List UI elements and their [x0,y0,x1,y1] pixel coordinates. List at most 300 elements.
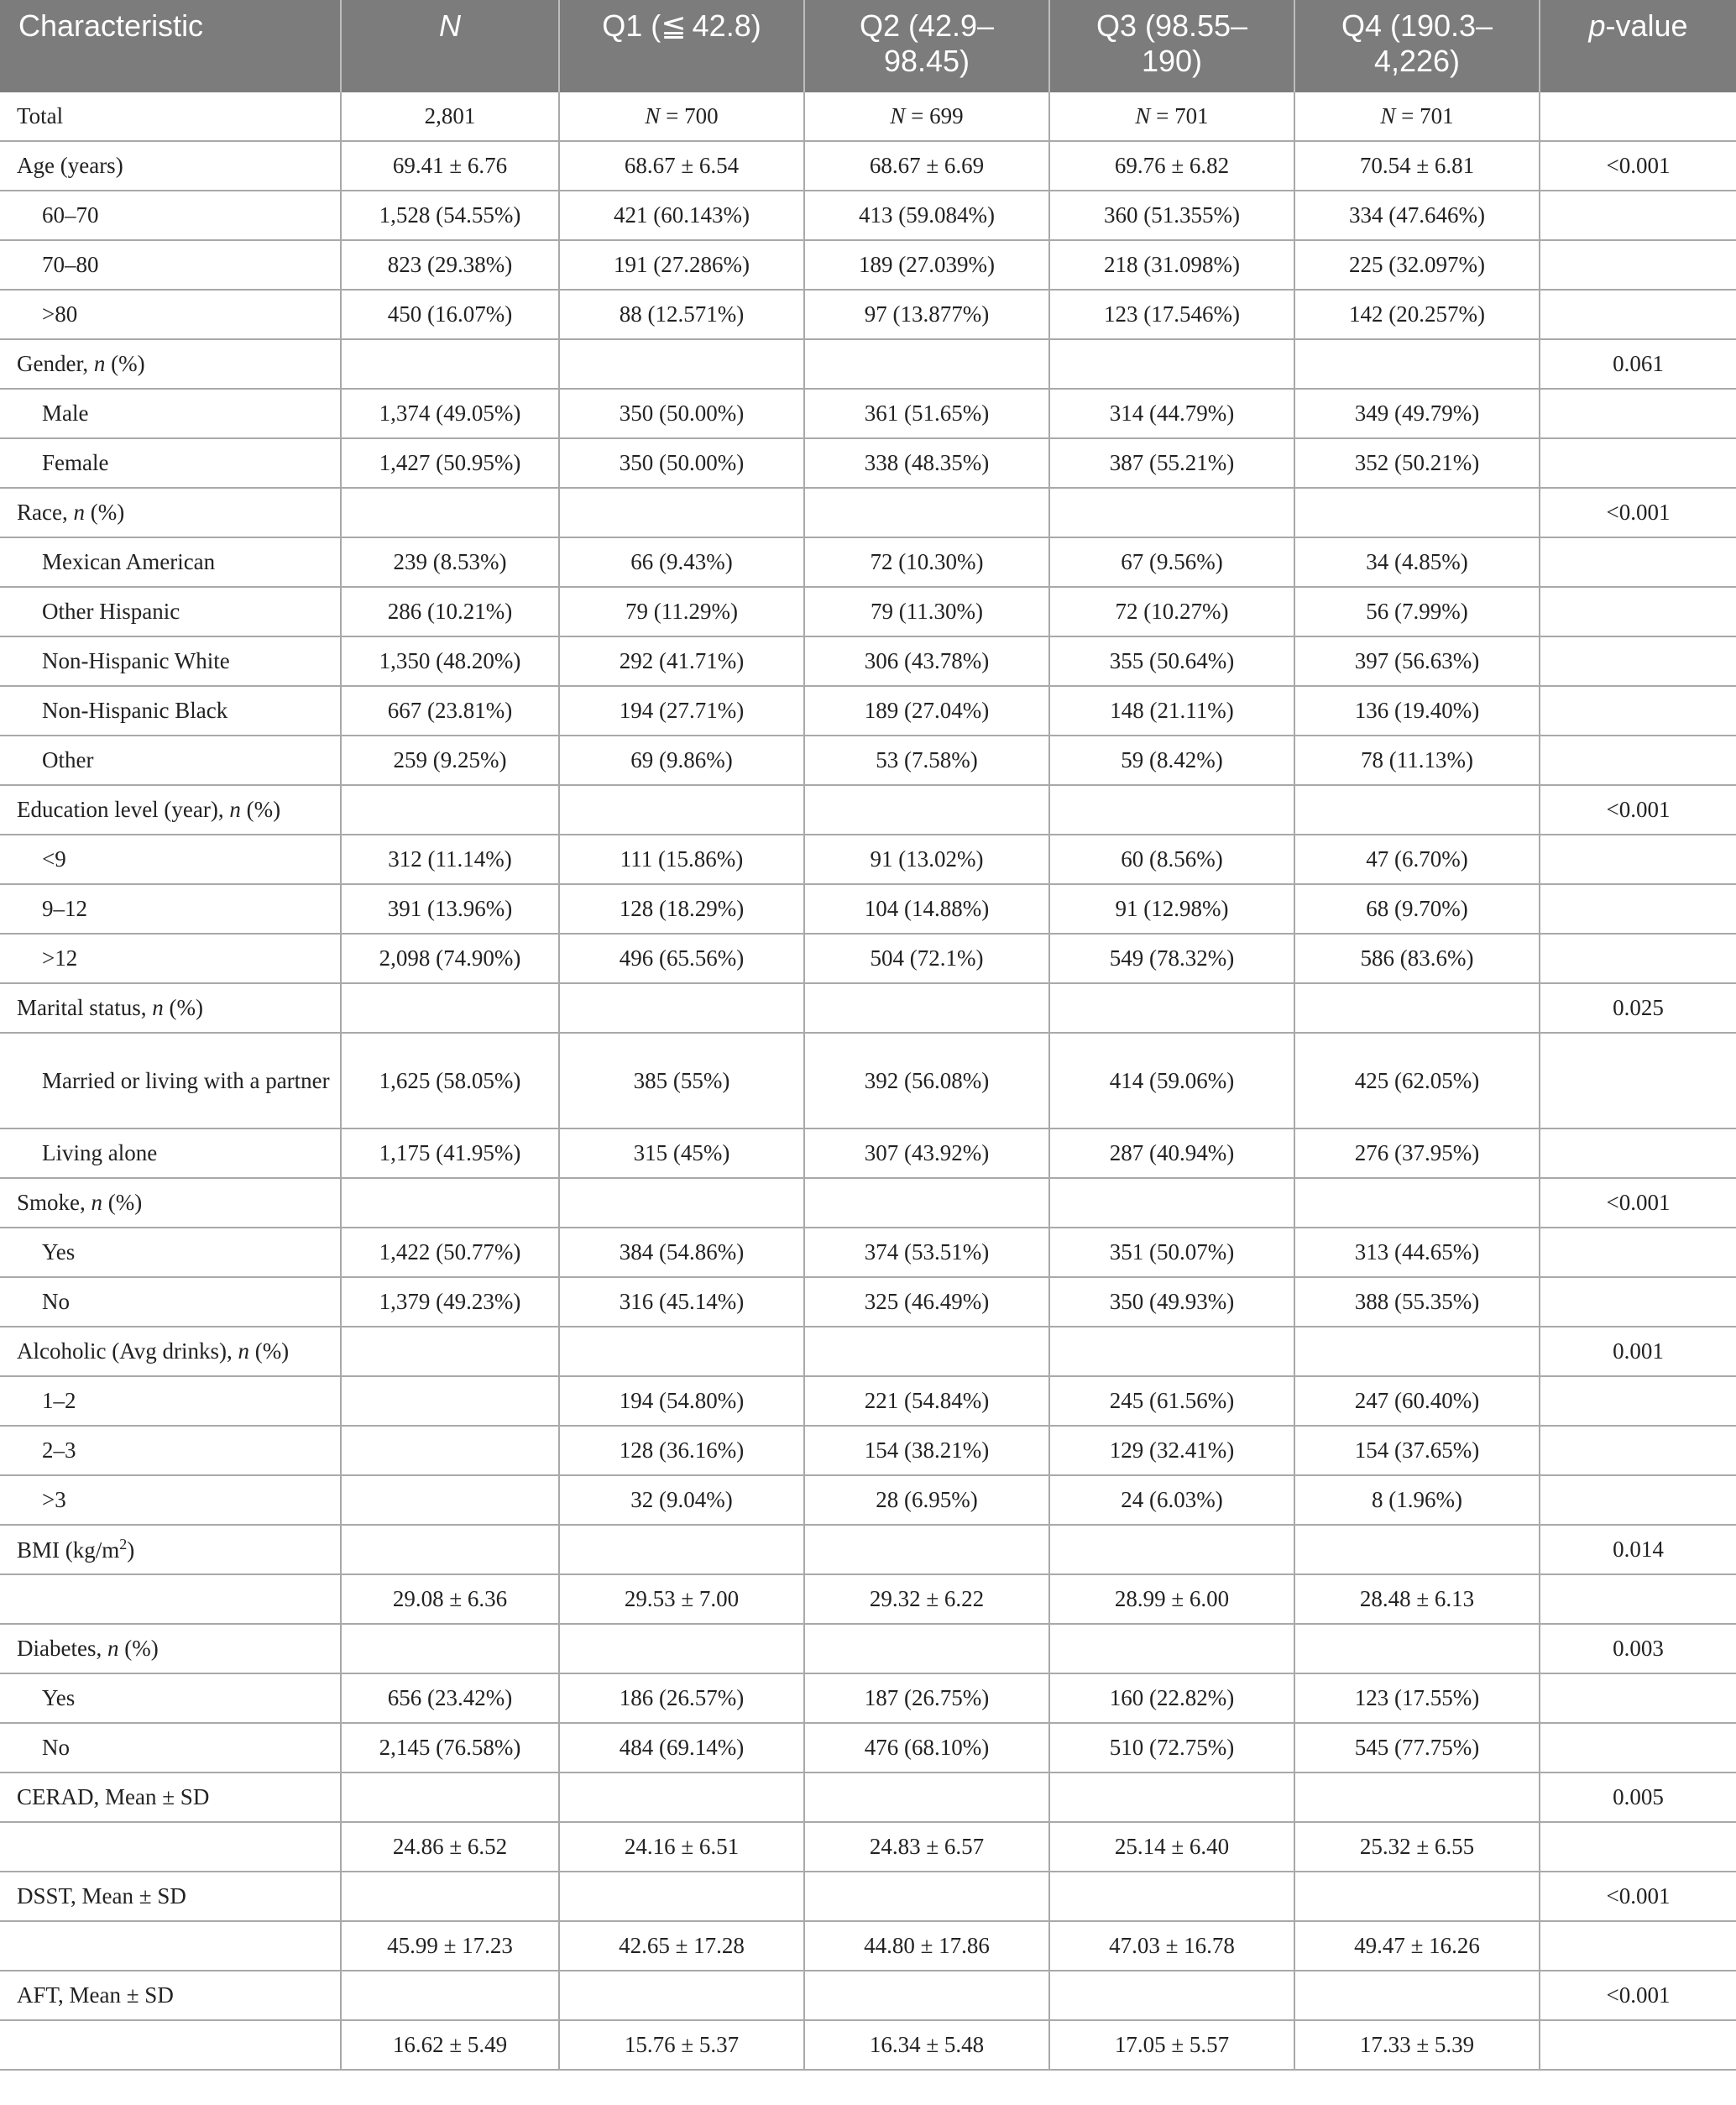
cell-q4: 68 (9.70%) [1294,884,1540,934]
cell-q1 [559,785,804,835]
cell-q3: 59 (8.42%) [1049,736,1294,785]
row-label: Education level (year), n (%) [0,785,341,835]
row-label [0,1574,341,1624]
cell-q3 [1049,1327,1294,1376]
cell-q1 [559,983,804,1033]
cell-n: 391 (13.96%) [341,884,559,934]
cell-p-value: 0.025 [1540,983,1736,1033]
cell-q1 [559,1624,804,1673]
cell-q4: 49.47 ± 16.26 [1294,1921,1540,1971]
cell-q3 [1049,1178,1294,1228]
cell-q3: 387 (55.21%) [1049,438,1294,488]
row-label: No [0,1723,341,1772]
cell-q1 [559,1178,804,1228]
cell-n: 1,175 (41.95%) [341,1128,559,1178]
cell-q3 [1049,1525,1294,1574]
cell-n: 16.62 ± 5.49 [341,2020,559,2070]
cell-q3: 72 (10.27%) [1049,587,1294,636]
cell-p-value [1540,1277,1736,1327]
cell-n: 1,350 (48.20%) [341,636,559,686]
table-row [0,934,1736,983]
cell-q3: 129 (32.41%) [1049,1426,1294,1475]
row-label: Mexican American [0,537,341,587]
cell-q1: 111 (15.86%) [559,835,804,884]
cell-n [341,1525,559,1574]
cell-q2 [804,1327,1049,1376]
cell-n: 1,422 (50.77%) [341,1228,559,1277]
row-label: 1–2 [0,1376,341,1426]
cell-q3: 245 (61.56%) [1049,1376,1294,1426]
cell-q4 [1294,488,1540,537]
cell-q2: 91 (13.02%) [804,835,1049,884]
cell-n: 1,379 (49.23%) [341,1277,559,1327]
cell-p-value: <0.001 [1540,141,1736,191]
cell-q1 [559,1772,804,1822]
header-characteristic-label: Characteristic [18,8,204,43]
table-row [0,438,1736,488]
cell-q3: 47.03 ± 16.78 [1049,1921,1294,1971]
cell-p-value [1540,92,1736,141]
row-label [0,2020,341,2070]
cell-p-value: <0.001 [1540,1971,1736,2020]
cell-q4 [1294,983,1540,1033]
cell-q1: 316 (45.14%) [559,1277,804,1327]
cell-q3 [1049,339,1294,389]
table-row [0,537,1736,587]
cell-p-value [1540,438,1736,488]
cell-q3 [1049,1971,1294,2020]
cell-q3: 287 (40.94%) [1049,1128,1294,1178]
cell-q3 [1049,1624,1294,1673]
cell-q1 [559,339,804,389]
cell-q3: 218 (31.098%) [1049,240,1294,290]
cell-q4 [1294,339,1540,389]
row-label: Diabetes, n (%) [0,1624,341,1673]
cell-q1: 24.16 ± 6.51 [559,1822,804,1872]
row-label: Smoke, n (%) [0,1178,341,1228]
cell-p-value [1540,2020,1736,2070]
table-body [0,92,1736,2070]
row-label: Married or living with a partner [0,1033,341,1128]
row-label: No [0,1277,341,1327]
cell-p-value [1540,884,1736,934]
header-n [341,0,559,92]
header-n-label: N [439,8,461,43]
cell-q2: 307 (43.92%) [804,1128,1049,1178]
header-q3-line1: Q3 (98.55– [1095,8,1248,43]
header-q3 [1049,0,1294,92]
row-label: Male [0,389,341,438]
cell-q2: 154 (38.21%) [804,1426,1049,1475]
cell-q1: 15.76 ± 5.37 [559,2020,804,2070]
cell-q2: 476 (68.10%) [804,1723,1049,1772]
table-row [0,290,1736,339]
cell-n: 24.86 ± 6.52 [341,1822,559,1872]
cell-q2: 189 (27.039%) [804,240,1049,290]
cell-q2: 104 (14.88%) [804,884,1049,934]
table-row [0,1525,1736,1574]
cell-p-value [1540,835,1736,884]
cell-n: 259 (9.25%) [341,736,559,785]
cell-q1 [559,1971,804,2020]
row-label: DSST, Mean ± SD [0,1872,341,1921]
cell-n: 2,801 [341,92,559,141]
row-label: 2–3 [0,1426,341,1475]
cell-n: 1,528 (54.55%) [341,191,559,240]
cell-q3: 67 (9.56%) [1049,537,1294,587]
row-label: 60–70 [0,191,341,240]
table-row [0,983,1736,1033]
row-label: Alcoholic (Avg drinks), n (%) [0,1327,341,1376]
cell-q2: 361 (51.65%) [804,389,1049,438]
table-row [0,1772,1736,1822]
cell-q2 [804,785,1049,835]
table-row [0,141,1736,191]
cell-q4: 425 (62.05%) [1294,1033,1540,1128]
cell-n: 1,625 (58.05%) [341,1033,559,1128]
cell-p-value: <0.001 [1540,1872,1736,1921]
cell-q3: 160 (22.82%) [1049,1673,1294,1723]
cell-q4 [1294,1772,1540,1822]
header-characteristic [0,0,341,92]
cell-q4: 47 (6.70%) [1294,835,1540,884]
cell-q3: 17.05 ± 5.57 [1049,2020,1294,2070]
cell-q3: 148 (21.11%) [1049,686,1294,736]
table-row [0,1822,1736,1872]
cell-q1: 68.67 ± 6.54 [559,141,804,191]
cell-q2 [804,1178,1049,1228]
cell-q3: 355 (50.64%) [1049,636,1294,686]
cell-q2 [804,1971,1049,2020]
cell-q4: 225 (32.097%) [1294,240,1540,290]
cell-p-value [1540,1128,1736,1178]
cell-q1: 315 (45%) [559,1128,804,1178]
table-row [0,736,1736,785]
cell-q4: 313 (44.65%) [1294,1228,1540,1277]
cell-p-value [1540,636,1736,686]
cell-p-value [1540,587,1736,636]
cell-q4: 388 (55.35%) [1294,1277,1540,1327]
row-label: <9 [0,835,341,884]
table-row [0,1376,1736,1426]
cell-q2: 221 (54.84%) [804,1376,1049,1426]
cell-n: 69.41 ± 6.76 [341,141,559,191]
cell-q4: 56 (7.99%) [1294,587,1540,636]
cell-q4: 142 (20.257%) [1294,290,1540,339]
cell-q4: 136 (19.40%) [1294,686,1540,736]
cell-p-value [1540,934,1736,983]
cell-q4: 123 (17.55%) [1294,1673,1540,1723]
cell-p-value [1540,686,1736,736]
cell-n: 667 (23.81%) [341,686,559,736]
row-label: Gender, n (%) [0,339,341,389]
header-p-value [1540,0,1736,92]
cell-q3: 351 (50.07%) [1049,1228,1294,1277]
cell-n: 29.08 ± 6.36 [341,1574,559,1624]
table-row [0,1228,1736,1277]
row-label: 70–80 [0,240,341,290]
cell-q3: 60 (8.56%) [1049,835,1294,884]
header-p-rest: -value [1605,8,1688,43]
table-row [0,1277,1736,1327]
cell-q3: 350 (49.93%) [1049,1277,1294,1327]
row-label: Yes [0,1673,341,1723]
row-label: Non-Hispanic Black [0,686,341,736]
cell-q3: 69.76 ± 6.82 [1049,141,1294,191]
cell-q1: 194 (54.80%) [559,1376,804,1426]
row-label: Race, n (%) [0,488,341,537]
cell-q4 [1294,1327,1540,1376]
cell-q2: 189 (27.04%) [804,686,1049,736]
header-q2-line1: Q2 (42.9– [859,8,995,43]
cell-n: 45.99 ± 17.23 [341,1921,559,1971]
cell-q2: 79 (11.30%) [804,587,1049,636]
cell-q4: 352 (50.21%) [1294,438,1540,488]
row-label: AFT, Mean ± SD [0,1971,341,2020]
cell-q3: 25.14 ± 6.40 [1049,1822,1294,1872]
cell-q3 [1049,488,1294,537]
cell-q1: 496 (65.56%) [559,934,804,983]
cell-q2: 97 (13.877%) [804,290,1049,339]
cell-q4: 334 (47.646%) [1294,191,1540,240]
cell-n [341,1475,559,1525]
cell-q1: 385 (55%) [559,1033,804,1128]
cell-q4: 247 (60.40%) [1294,1376,1540,1426]
row-label: >80 [0,290,341,339]
cell-q2: 413 (59.084%) [804,191,1049,240]
cell-q1: N = 700 [559,92,804,141]
table-row [0,92,1736,141]
cell-q2: 29.32 ± 6.22 [804,1574,1049,1624]
cell-q2: 504 (72.1%) [804,934,1049,983]
cell-n: 286 (10.21%) [341,587,559,636]
cell-q2: 306 (43.78%) [804,636,1049,686]
header-p-italic: p [1588,8,1606,43]
cell-q4: 78 (11.13%) [1294,736,1540,785]
cell-p-value: <0.001 [1540,1178,1736,1228]
cell-q4: 154 (37.65%) [1294,1426,1540,1475]
cell-n [341,1327,559,1376]
cell-q3: 314 (44.79%) [1049,389,1294,438]
cell-p-value [1540,290,1736,339]
cell-n: 2,098 (74.90%) [341,934,559,983]
table-row [0,1128,1736,1178]
cell-q1: 350 (50.00%) [559,389,804,438]
header-q4-line1: Q4 (190.3– [1341,8,1493,43]
table-row [0,587,1736,636]
cell-n: 450 (16.07%) [341,290,559,339]
table-row [0,1872,1736,1921]
cell-n [341,339,559,389]
cell-q2: 392 (56.08%) [804,1033,1049,1128]
row-label [0,1921,341,1971]
cell-q1: 292 (41.71%) [559,636,804,686]
table-row [0,1327,1736,1376]
header-q2-line2: 98.45) [883,44,970,78]
cell-n [341,1971,559,2020]
cell-p-value: 0.005 [1540,1772,1736,1822]
cell-q4: 25.32 ± 6.55 [1294,1822,1540,1872]
cell-n [341,785,559,835]
cell-q4 [1294,1971,1540,2020]
header-q1 [559,0,804,92]
cell-q4: 8 (1.96%) [1294,1475,1540,1525]
cell-q2: 68.67 ± 6.69 [804,141,1049,191]
cell-q2 [804,1872,1049,1921]
cell-q1: 194 (27.71%) [559,686,804,736]
cell-q1: 69 (9.86%) [559,736,804,785]
cell-p-value: <0.001 [1540,488,1736,537]
cell-q2: 187 (26.75%) [804,1673,1049,1723]
cell-p-value [1540,537,1736,587]
cell-p-value [1540,191,1736,240]
cell-q2: 374 (53.51%) [804,1228,1049,1277]
cell-q2 [804,983,1049,1033]
cell-q2: 16.34 ± 5.48 [804,2020,1049,2070]
cell-q3: 510 (72.75%) [1049,1723,1294,1772]
cell-q1 [559,1872,804,1921]
row-label: Age (years) [0,141,341,191]
cell-q3 [1049,1872,1294,1921]
row-label: BMI $(kg/m^2)$ [0,1525,341,1574]
cell-p-value: <0.001 [1540,785,1736,835]
header-q2 [804,0,1049,92]
cell-q1 [559,488,804,537]
cell-q4: 586 (83.6%) [1294,934,1540,983]
table-row [0,636,1736,686]
cell-q3 [1049,1772,1294,1822]
cell-n: 239 (8.53%) [341,537,559,587]
cell-q2: 338 (48.35%) [804,438,1049,488]
cell-q3 [1049,983,1294,1033]
cell-p-value [1540,1921,1736,1971]
cell-q4 [1294,1872,1540,1921]
cell-q3: N = 701 [1049,92,1294,141]
cell-p-value [1540,1723,1736,1772]
table-row [0,1033,1736,1128]
cell-q3: 24 (6.03%) [1049,1475,1294,1525]
cell-q3: 549 (78.32%) [1049,934,1294,983]
cell-q2: 44.80 ± 17.86 [804,1921,1049,1971]
cell-q1: 186 (26.57%) [559,1673,804,1723]
cell-p-value [1540,1376,1736,1426]
cell-p-value: 0.003 [1540,1624,1736,1673]
cell-p-value: 0.014 [1540,1525,1736,1574]
cell-n [341,983,559,1033]
cell-n: 1,427 (50.95%) [341,438,559,488]
cell-p-value [1540,1822,1736,1872]
row-label: 9–12 [0,884,341,934]
table-row [0,339,1736,389]
header-q4 [1294,0,1540,92]
table-row [0,240,1736,290]
cell-q1: 421 (60.143%) [559,191,804,240]
cell-p-value [1540,389,1736,438]
table-row [0,1574,1736,1624]
header-q3-line2: 190) [1141,44,1203,78]
cell-p-value [1540,1475,1736,1525]
cell-q1: 128 (18.29%) [559,884,804,934]
cell-n [341,1426,559,1475]
cell-q1: 42.65 ± 17.28 [559,1921,804,1971]
cell-q1 [559,1525,804,1574]
cell-q4 [1294,1624,1540,1673]
cell-q1: 484 (69.14%) [559,1723,804,1772]
cell-p-value: 0.061 [1540,339,1736,389]
cell-n: 656 (23.42%) [341,1673,559,1723]
cell-q2: 28 (6.95%) [804,1475,1049,1525]
cell-q3: 360 (51.355%) [1049,191,1294,240]
table-row [0,1475,1736,1525]
cell-n [341,1772,559,1822]
cell-n [341,488,559,537]
row-label: Other [0,736,341,785]
row-label: Non-Hispanic White [0,636,341,686]
table-row [0,835,1736,884]
table-row [0,2020,1736,2070]
cell-q4 [1294,1525,1540,1574]
cell-q2: 24.83 ± 6.57 [804,1822,1049,1872]
table-header [0,0,1736,92]
table-row [0,1624,1736,1673]
cell-n [341,1376,559,1426]
cell-p-value [1540,1426,1736,1475]
cell-p-value [1540,1673,1736,1723]
cell-q1: 384 (54.86%) [559,1228,804,1277]
cell-q2 [804,488,1049,537]
cell-q1: 79 (11.29%) [559,587,804,636]
row-label: Living alone [0,1128,341,1178]
cell-q2: 72 (10.30%) [804,537,1049,587]
cell-q2 [804,1525,1049,1574]
cell-q4: 545 (77.75%) [1294,1723,1540,1772]
cell-n [341,1872,559,1921]
row-label: >3 [0,1475,341,1525]
cell-p-value [1540,240,1736,290]
cell-p-value [1540,736,1736,785]
cell-q3: 28.99 ± 6.00 [1049,1574,1294,1624]
row-label: Yes [0,1228,341,1277]
header-q1-label: Q1 (≦ 42.8) [602,8,761,43]
cell-q4 [1294,785,1540,835]
cell-q1: 66 (9.43%) [559,537,804,587]
cell-q4: 397 (56.63%) [1294,636,1540,686]
cell-q1: 88 (12.571%) [559,290,804,339]
table-row [0,884,1736,934]
cell-q3: 123 (17.546%) [1049,290,1294,339]
cell-q1: 32 (9.04%) [559,1475,804,1525]
table-row [0,1723,1736,1772]
cell-q2: 325 (46.49%) [804,1277,1049,1327]
cell-n [341,1178,559,1228]
cell-q4: 17.33 ± 5.39 [1294,2020,1540,2070]
row-label: Other Hispanic [0,587,341,636]
cell-q2: 53 (7.58%) [804,736,1049,785]
cell-q1: 29.53 ± 7.00 [559,1574,804,1624]
cell-q4: N = 701 [1294,92,1540,141]
table-row [0,488,1736,537]
row-label: Total [0,92,341,141]
cell-q2 [804,339,1049,389]
row-label: >12 [0,934,341,983]
row-label: Marital status, n (%) [0,983,341,1033]
table-row [0,1971,1736,2020]
cell-q4: 276 (37.95%) [1294,1128,1540,1178]
cell-q1: 350 (50.00%) [559,438,804,488]
row-label: CERAD, Mean ± SD [0,1772,341,1822]
header-row [0,0,1736,92]
row-label: Female [0,438,341,488]
